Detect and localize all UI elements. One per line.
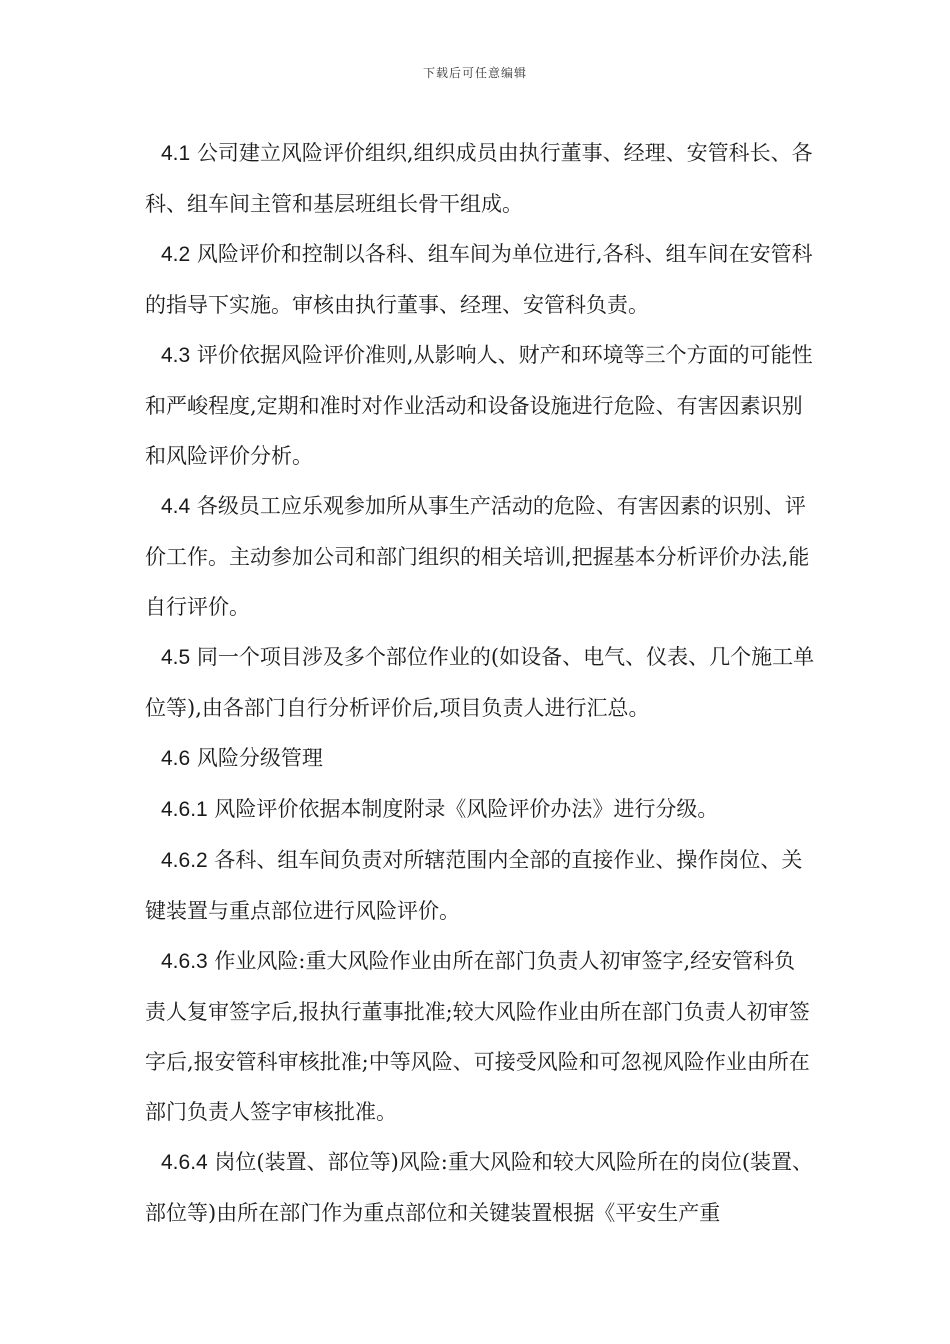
section-number: 4.5 [161, 646, 191, 669]
section-number: 4.6 [161, 747, 191, 770]
section-number: 4.2 [161, 243, 191, 266]
section-number: 4.6.3 [161, 950, 208, 973]
paragraph-4-2 [145, 229, 815, 330]
paragraph-text: 作业风险:重大风险作业由所在部门负责人初审签字,经安管科负责人复审签字后,报执行董事批准;较大风险作业由所在部门负责人初审签字后,报安管科审核批准;中等风险、可接受风险和可忽视风险作业由所在部门负责人签字审核批准。 [145, 949, 810, 1124]
section-number: 4.4 [161, 495, 191, 518]
paragraph-text: 各科、组车间负责对所辖范围内全部的直接作业、操作岗位、关键装置与重点部位进行风险评价。 [145, 848, 803, 923]
paragraph-text: 风险评价依据本制度附录《风险评价办法》进行分级。 [214, 797, 719, 821]
section-number: 4.6.2 [161, 849, 208, 872]
paragraph-text: 评价依据风险评价准则,从影响人、财产和环境等三个方面的可能性和严峻程度,定期和准时对作业活动和设备设施进行危险、有害因素识别和风险评价分析。 [145, 343, 813, 468]
paragraph-text: 风险分级管理 [196, 746, 323, 770]
paragraph-text: 岗位(装置、部位等)风险:重大风险和较大风险所在的岗位(装置、部位等)由所在部门作为重点部位和关键装置根据《平安生产重 [145, 1150, 814, 1225]
document-body [145, 128, 815, 1238]
section-number: 4.6.4 [161, 1151, 208, 1174]
paragraph-4-6-3 [145, 936, 815, 1137]
paragraph-4-6-4 [145, 1137, 815, 1238]
paragraph-4-1 [145, 128, 815, 229]
paragraph-4-4 [145, 481, 815, 632]
paragraph-4-3 [145, 330, 815, 481]
paragraph-text: 同一个项目涉及多个部位作业的(如设备、电气、仪表、几个施工单位等),由各部门自行分析评价后,项目负责人进行汇总。 [145, 645, 815, 720]
paragraph-4-6-2 [145, 835, 815, 936]
section-number: 4.1 [161, 142, 191, 165]
section-number: 4.6.1 [161, 798, 208, 821]
paragraph-text: 各级员工应乐观参加所从事生产活动的危险、有害因素的识别、评价工作。主动参加公司和部门组织的相关培训,把握基本分析评价办法,能自行评价。 [145, 494, 810, 619]
paragraph-4-6 [145, 733, 815, 784]
section-number: 4.3 [161, 344, 191, 367]
paragraph-text: 风险评价和控制以各科、组车间为单位进行,各科、组车间在安管科的指导下实施。审核由执行董事、经理、安管科负责。 [145, 242, 813, 317]
header-note: 下载后可任意编辑 [422, 66, 527, 80]
paragraph-text: 公司建立风险评价组织,组织成员由执行董事、经理、安管科长、各科、组车间主管和基层班组长骨干组成。 [145, 141, 813, 216]
paragraph-4-5 [145, 632, 815, 733]
paragraph-4-6-1 [145, 784, 815, 835]
